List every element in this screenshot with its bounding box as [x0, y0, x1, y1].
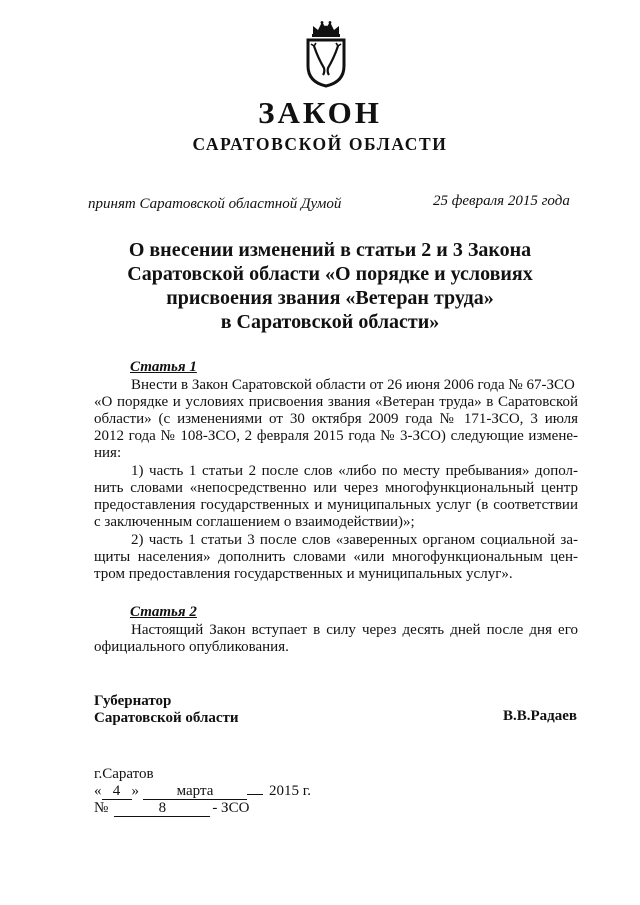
footer-date	[94, 783, 311, 800]
article-2-line: официального опубликования.	[94, 639, 289, 655]
article-1-line: щиты населения» дополнить словами «или многофункциональным цен-	[94, 549, 578, 565]
footer-number-value: 8	[114, 801, 210, 817]
signatory-position: Губернатор	[94, 693, 172, 709]
article-1-item-2: 2) часть 1 статьи 3 после слов «заверенных органом социальной за-	[131, 532, 578, 548]
article-1-line: предоставления государственных и муниципальных услуг (в соответствии	[94, 497, 578, 513]
article-1-item-1: 1) часть 1 статьи 2 после слов «либо по месту пребывания» допол-	[131, 463, 578, 479]
footer-number	[94, 800, 249, 817]
footer-year: 2015 г.	[269, 783, 311, 799]
signatory-name: В.В.Радаев	[503, 708, 578, 724]
saratov-coat-of-arms-icon	[304, 20, 348, 88]
adopted-by: принят Саратовской областной Думой	[88, 196, 342, 212]
article-1-line: нить словами «непосредственно или через многофункциональный центр	[94, 480, 578, 496]
signatory-region: Саратовской области	[94, 710, 239, 726]
footer-number-prefix: №	[94, 800, 109, 816]
footer-day: 4	[102, 784, 132, 800]
article-1-line: «О порядке и условиях присвоения звания «Ветеран труда» в Саратовской	[94, 394, 578, 410]
law-heading	[90, 238, 570, 334]
law-title: ЗАКОН	[258, 95, 382, 130]
region-title: САРАТОВСКОЙ ОБЛАСТИ	[192, 134, 448, 154]
footer-number-suffix: - ЗСО	[212, 800, 250, 816]
article-2-title: Статья 2	[130, 604, 197, 620]
article-1-line: Внести в Закон Саратовской области от 26 июня 2006 года № 67-ЗСО	[131, 377, 575, 393]
heading-line: присвоения звания «Ветеран труда»	[166, 287, 494, 309]
article-1-line: области» (с изменениями от 30 октября 2009 года № 171-ЗСО, 3 июля	[94, 411, 578, 427]
footer-city: г.Саратов	[94, 766, 154, 782]
adopted-date: 25 февраля 2015 года	[433, 193, 570, 209]
article-2-line: Настоящий Закон вступает в силу через десять дней после дня его	[131, 622, 578, 638]
footer-open-quote: «	[94, 783, 102, 799]
heading-line: О внесении изменений в статьи 2 и 3 Закона	[128, 239, 532, 261]
article-1-title: Статья 1	[130, 359, 197, 375]
heading-line: в Саратовской области»	[220, 311, 440, 333]
article-1-line: тром предоставления государственных и муниципальных услуг».	[94, 566, 513, 582]
article-1-line: ния:	[94, 445, 122, 461]
footer-month: марта	[143, 784, 247, 800]
article-1-line: с заключенным соглашением о взаимодействии)»;	[94, 514, 415, 530]
footer-close-quote: »	[131, 783, 139, 799]
heading-line: Саратовской области «О порядке и условиях	[127, 263, 533, 285]
article-1-line: 2012 года № 108-ЗСО, 2 февраля 2015 года № 3-ЗСО) следующие измене-	[94, 428, 578, 444]
